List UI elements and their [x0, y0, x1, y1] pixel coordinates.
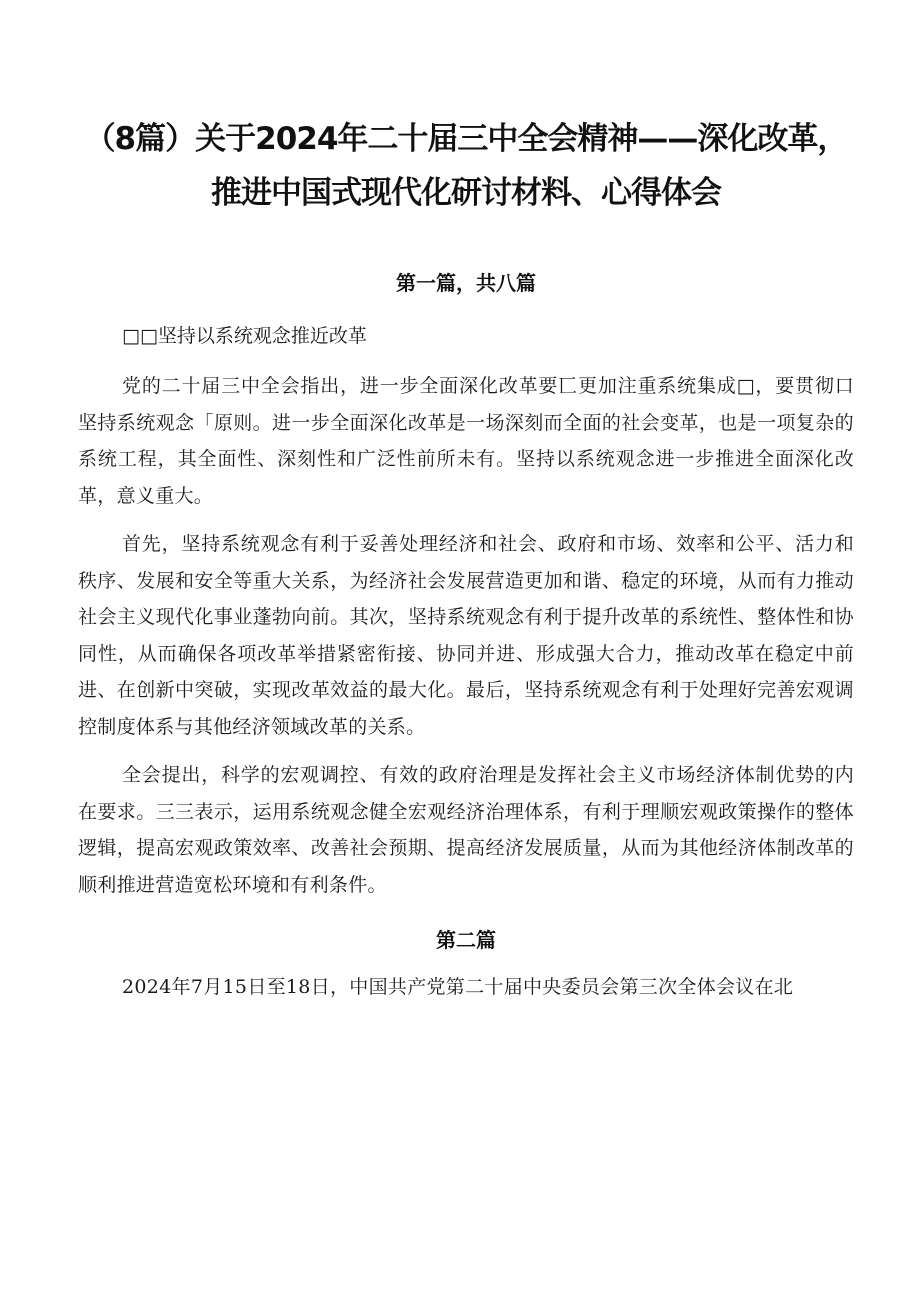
- section-1-paragraph-1: 党的二十届三中全会指出，进一步全面深化改革要匸更加注重系统集成□，要贯彻口坚持系统观念「原则。进一步全面深化改革是一场深刻而全面的社会变革，也是一项复杂的系统工程，其全面性、深刻性和广泛性前所未有。坚持以系统观念进一步推进全面深化改革，意义重大。: [78, 375, 854, 507]
- section-2: [78, 925, 854, 1006]
- section-2-paragraph-1: 2024年7月15日至18日，中国共产党第二十届中央委员会第三次全体会议在北: [122, 976, 794, 998]
- section-1: [78, 268, 854, 903]
- section-1-paragraph-3: 全会提出，科学的宏观调控、有效的政府治理是发挥社会主义市场经济体制优势的内在要求。三三表示，运用系统观念健全宏观经济治理体系，有利于理顺宏观政策操作的整体逻辑，提高宏观政策效率、改善社会预期、提高经济发展质量，从而为其他经济体制改革的顺利推进营造宽松环境和有利条件。: [78, 764, 854, 896]
- document-title: （8篇）关于2024年二十届三中全会精神——深化改革，推进中国式现代化研讨材料、心得体会: [84, 121, 848, 211]
- section-1-paragraph-2: 首先，坚持系统观念有利于妥善处理经济和社会、政府和市场、效率和公平、活力和秩序、发展和安全等重大关系，为经济社会发展营造更加和谐、稳定的环境，从而有力推动社会主义现代化事业蓬勃向前。其次，坚持系统观念有利于提升改革的系统性、整体性和协同性，从而确保各项改革举措紧密衔接、协同并进、形成强大合力，推动改革在稳定中前进、在创新中突破，实现改革效益的最大化。最后，坚持系统观念有利于处理好完善宏观调控制度体系与其他经济领域改革的关系。: [78, 533, 854, 738]
- section-2-heading: 第二篇: [436, 928, 496, 952]
- section-1-heading: 第一篇，共八篇: [396, 271, 536, 295]
- section-1-subheading: □□坚持以系统观念推近改革: [122, 325, 367, 347]
